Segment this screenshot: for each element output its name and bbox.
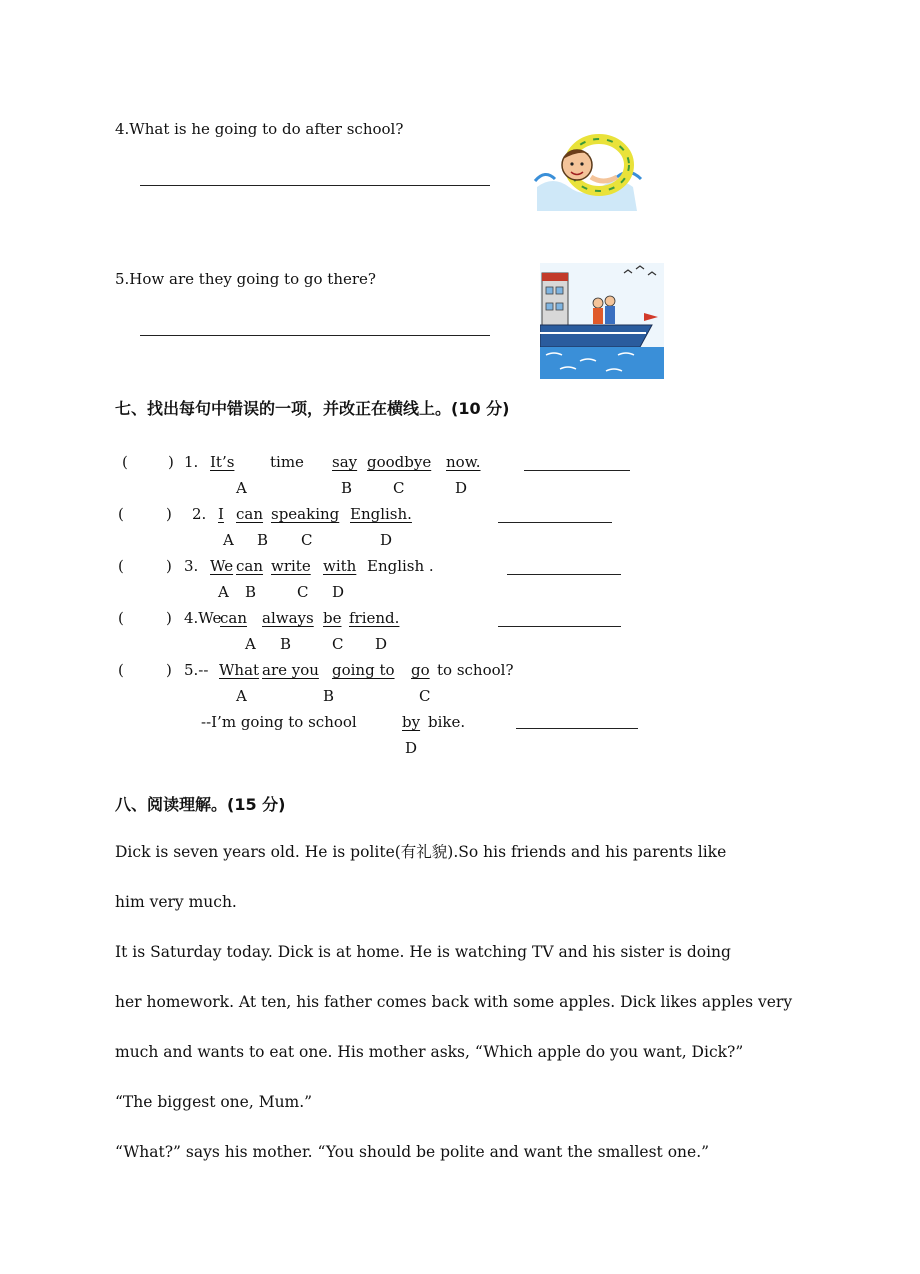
passage-line: “The biggest one, Mum.” [115, 1093, 313, 1111]
section-7-heading: 七、找出每句中错误的一项，并改正在横线上。(10 分) [115, 399, 510, 418]
passage-line: Dick is seven years old. He is polite(有礼貌).So his friends and his parents like [115, 843, 727, 861]
letter: A [223, 531, 234, 549]
letter: D [380, 531, 393, 549]
passenger-icon [593, 298, 603, 308]
letter: B [341, 479, 353, 497]
item-text: --I’m going to school [201, 713, 357, 731]
sea-icon [540, 347, 664, 379]
answer-line-5[interactable] [140, 335, 490, 336]
option-c: going to [332, 661, 395, 679]
option-c: write [271, 557, 311, 575]
option-c: goodbye [367, 453, 432, 471]
option-c: speaking [271, 505, 340, 523]
passage-line: It is Saturday today. Dick is at home. He is watching TV and his sister is doing [115, 943, 731, 961]
option-a: It’s [210, 453, 235, 471]
item-number: 1. [184, 453, 199, 471]
passenger-icon [605, 296, 615, 306]
question-5: 5.How are they going to go there? [115, 270, 376, 288]
item-number: 4.We [184, 609, 222, 627]
correction-line-2[interactable] [498, 522, 612, 523]
passage-line: much and wants to eat one. His mother asks, “Which apple do you want, Dick?” [115, 1043, 744, 1061]
letter: B [323, 687, 335, 705]
item-text: bike. [428, 713, 466, 731]
ferry-boat-picture [540, 263, 664, 379]
letter: C [393, 479, 405, 497]
letter: A [245, 635, 256, 653]
passage-line: him very much. [115, 893, 237, 911]
letter: C [301, 531, 313, 549]
option-a: I [218, 505, 224, 523]
paren-close: ) [168, 453, 174, 471]
letter: B [280, 635, 292, 653]
swimming-boy-picture [533, 125, 645, 217]
item-text: time [270, 453, 304, 471]
correction-line-1[interactable] [524, 470, 630, 471]
section-8-heading: 八、阅读理解。(15 分) [115, 795, 286, 814]
letter: D [455, 479, 468, 497]
ship-hull-icon [540, 325, 652, 347]
option-b: always [262, 609, 314, 627]
letter: A [236, 687, 247, 705]
option-d: friend. [349, 609, 400, 627]
item-number: 2. [192, 505, 207, 523]
option-d: go [411, 661, 430, 679]
paren-close: ) [166, 557, 172, 575]
option-d: by [402, 713, 421, 731]
item-text: English . [367, 557, 434, 575]
letter: D [405, 739, 418, 757]
letter: A [218, 583, 229, 601]
correction-line-5[interactable] [516, 728, 638, 729]
option-b: can [236, 557, 264, 575]
letter: D [332, 583, 345, 601]
passage-line: her homework. At ten, his father comes back with some apples. Dick likes apples very [115, 993, 793, 1011]
option-b: say [332, 453, 358, 471]
paren-open: ( [118, 609, 124, 627]
option-d: English. [350, 505, 412, 523]
letter: C [332, 635, 344, 653]
option-d: now. [446, 453, 481, 471]
option-b: are you [262, 661, 319, 679]
letter: C [419, 687, 431, 705]
paren-close: ) [166, 505, 172, 523]
paren-open: ( [122, 453, 128, 471]
letter: D [375, 635, 388, 653]
option-a: What [219, 661, 260, 679]
option-c: be [323, 609, 342, 627]
correction-line-4[interactable] [498, 626, 621, 627]
letter: A [236, 479, 247, 497]
option-d: with [323, 557, 357, 575]
paren-open: ( [118, 661, 124, 679]
letter: B [257, 531, 269, 549]
correction-line-3[interactable] [507, 574, 621, 575]
option-a: We [210, 557, 234, 575]
option-a: can [220, 609, 248, 627]
question-4: 4.What is he going to do after school? [115, 120, 404, 138]
paren-close: ) [166, 661, 172, 679]
paren-close: ) [166, 609, 172, 627]
passage-line: “What?” says his mother. “You should be polite and want the smallest one.” [115, 1143, 710, 1161]
item-number: 3. [184, 557, 199, 575]
paren-open: ( [118, 505, 124, 523]
item-number: 5.-- [184, 661, 209, 679]
paren-open: ( [118, 557, 124, 575]
option-b: can [236, 505, 264, 523]
letter: B [245, 583, 257, 601]
answer-line-4[interactable] [140, 185, 490, 186]
item-text: to school? [437, 661, 514, 679]
arm-icon [591, 177, 617, 181]
letter: C [297, 583, 309, 601]
